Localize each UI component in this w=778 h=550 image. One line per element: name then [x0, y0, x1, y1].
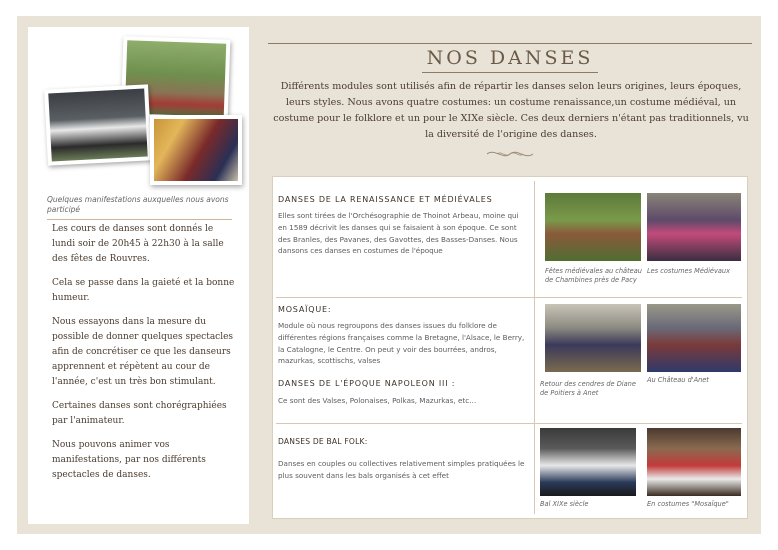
section-heading: DANSES DE BAL FOLK:	[278, 437, 368, 446]
photo-mosaique-costumes	[647, 428, 741, 496]
sidebar-text	[52, 222, 237, 492]
section-text: Ce sont des Valses, Polonaises, Polkas, Mazurkas, etc…	[278, 396, 477, 405]
sidebar-paragraph: Certaines danses sont chorégraphiées par l'animateur.	[52, 401, 227, 426]
photo-medieval-festival	[545, 193, 641, 261]
sidebar-photo-stage	[150, 115, 242, 185]
sidebar-paragraph: Nous pouvons animer vos manifestations, par nos différents spectacles de danses.	[52, 440, 206, 480]
section-heading: DANSES DE L'ÉPOQUE NAPOLEON III :	[278, 379, 456, 388]
page-title: NOS DANSES	[426, 47, 594, 69]
photo-caption: Retour des cendres de Diane de Poitiers à Anet	[540, 380, 636, 397]
section-text: Module où nous regroupons des danses issues du folklore de différentes régions françaises comme la Bretagne, l'Alsace, le Berry, la Catalogne, le Centre. On peut y voir des bourrées, andros, mazurkas, scottischs, valses	[278, 321, 525, 366]
sidebar-photo-hall	[44, 84, 152, 165]
photo-caption: Bal XIXe siècle	[540, 500, 589, 508]
section-divider	[276, 297, 742, 298]
section-heading: MOSAÏQUE:	[278, 305, 332, 314]
ornament-icon	[485, 147, 535, 161]
sidebar-paragraph: Nous essayons dans la mesure du possible de donner quelques spectacles afin de concrétiser ce que les danseurs apprennent et répètent au cour de l'année, c'est un très bon stimulant.	[52, 317, 234, 387]
photo-caption: Au Château d'Anet	[647, 376, 709, 384]
section-text: Elles sont tirées de l'Orchésographie de Thoinot Arbeau, moine qui en 1589 décrivit les danses qui se faisaient à son époque. Ce sont des Branles, des Pavanes, des Gavottes, des Basses-Danses. Nous dansons ces danses en costumes de l'époque	[278, 211, 519, 256]
section-heading: DANSES DE LA RENAISSANCE ET MÉDIÉVALES	[278, 195, 493, 204]
photo-anet-ceremony	[545, 304, 641, 372]
sidebar-divider	[47, 219, 232, 220]
photo-bal-19th	[540, 428, 636, 496]
title-underline	[422, 72, 598, 73]
photo-caption: En costumes "Mosaïque"	[647, 500, 729, 508]
photo-caption: Fêtes médiévales au château de Chambines près de Pacy	[545, 267, 642, 284]
section-text: Danses en couples ou collectives relativement simples pratiquées le plus souvent dans les bals organisés à cet effet	[278, 459, 525, 480]
header-rule	[268, 43, 752, 44]
photo-medieval-costumes	[647, 193, 741, 261]
sidebar-paragraph: Les cours de danses sont donnés le lundi soir de 20h45 à 22h30 à la salle des fêtes de Rouvres.	[52, 224, 224, 264]
photo-caption: Les costumes Médiévaux	[647, 267, 730, 275]
sidebar-caption: Quelques manifestations auxquelles nous avons participé	[47, 195, 229, 214]
photo-anet-castle	[647, 304, 741, 372]
sidebar-paragraph: Cela se passe dans la gaieté et la bonne humeur.	[52, 278, 235, 303]
intro-text: Différents modules sont utilisés afin de répartir les danses selon leurs origines, leurs époques, leurs styles. Nous avons quatre costumes: un costume renaissance,un costume médiéval, un costume pour le folklore et un pour le XIXe siècle. Ces deux derniers n'étant pas traditionnels, vu la diversité de l'origine des danses.	[273, 81, 749, 140]
section-divider	[276, 423, 742, 424]
column-divider	[534, 181, 535, 514]
